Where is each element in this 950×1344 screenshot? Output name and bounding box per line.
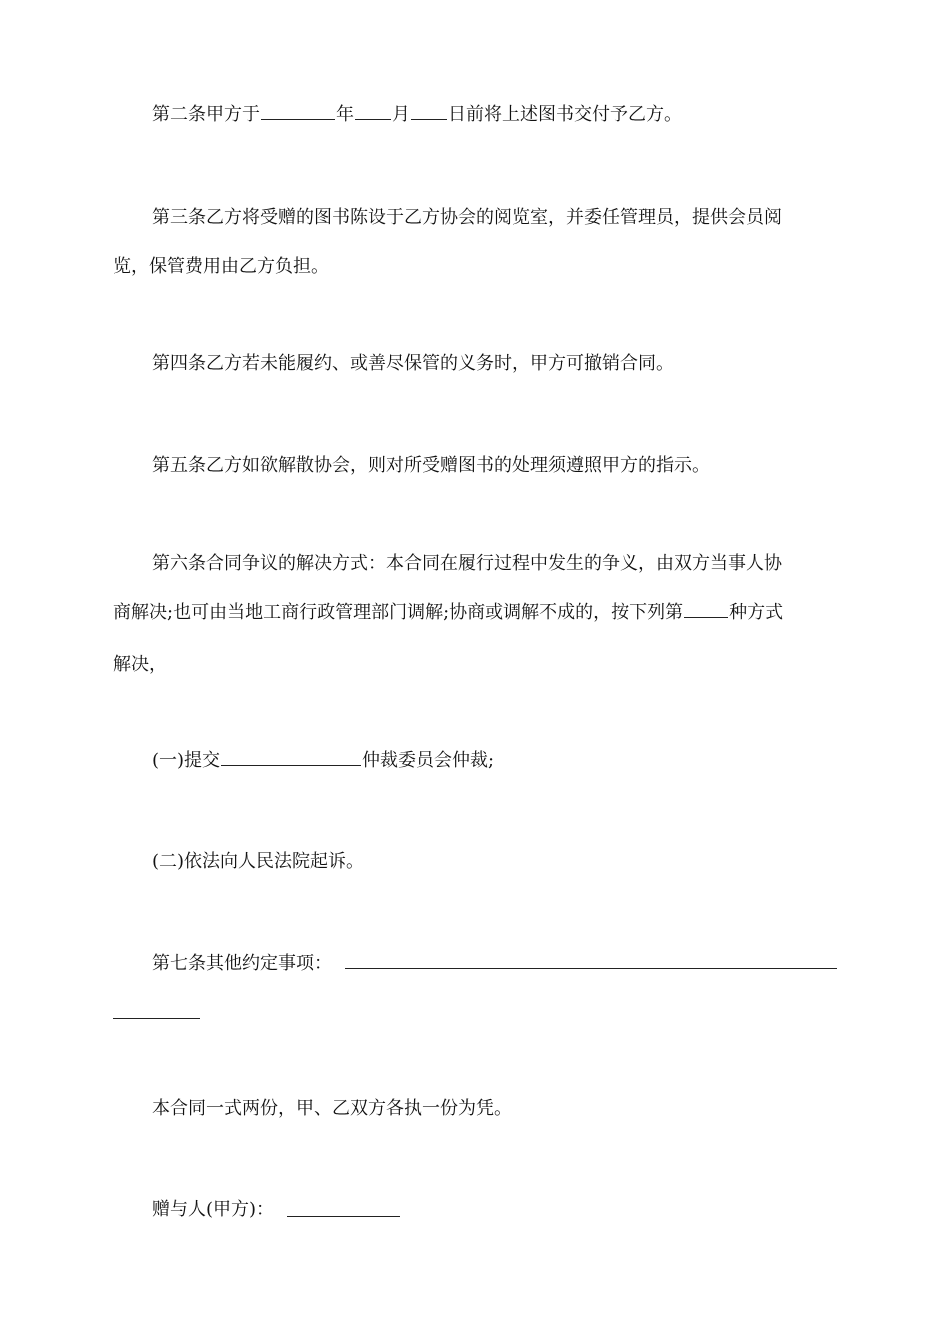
donor-signature-blank: [287, 1216, 400, 1217]
article-7-blank-line-1: [345, 968, 837, 969]
method-number-blank: [684, 601, 728, 618]
day-blank: [411, 103, 447, 120]
article-6-line-2-text-a: 商解决;也可由当地工商行政管理部门调解;协商或调解不成的，按下列第: [113, 602, 684, 623]
arbitration-commission-blank: [221, 749, 361, 766]
option-1-line: [152, 749, 494, 773]
donor-line: [152, 1198, 274, 1222]
article-2-line: [152, 103, 682, 127]
article-2-text-2: 年: [336, 104, 354, 125]
year-blank: [261, 103, 335, 120]
article-6-line-1: 第六条合同争议的解决方式：本合同在履行过程中发生的争义，由双方当事人协: [152, 553, 782, 574]
article-2-text-3: 月: [392, 104, 410, 125]
article-6-line-2: [113, 601, 783, 625]
article-7-line: 第七条其他约定事项：: [152, 953, 332, 974]
month-blank: [355, 103, 391, 120]
article-3-line-1: 第三条乙方将受赠的图书陈设于乙方协会的阅览室，并委任管理员，提供会员阅: [152, 207, 782, 228]
option-1-text-a: (一)提交: [152, 750, 221, 771]
article-3-line-2: 览，保管费用由乙方负担。: [113, 256, 329, 277]
article-2-text-4: 日前将上述图书交付予乙方。: [448, 104, 682, 125]
article-5-line: 第五条乙方如欲解散协会，则对所受赠图书的处理须遵照甲方的指示。: [152, 455, 710, 476]
copies-statement: 本合同一式两份，甲、乙双方各执一份为凭。: [152, 1098, 512, 1119]
article-6-line-3: 解决，: [113, 654, 167, 675]
article-6-line-2-text-b: 种方式: [729, 602, 784, 623]
option-1-text-b: 仲裁委员会仲裁;: [362, 750, 495, 771]
article-2-text-1: 第二条甲方于: [152, 104, 260, 125]
donor-label: 赠与人(甲方)：: [152, 1199, 275, 1220]
article-4-line: 第四条乙方若未能履约、或善尽保管的义务时，甲方可撤销合同。: [152, 353, 674, 374]
option-2-line: (二)依法向人民法院起诉。: [152, 851, 365, 872]
article-7-blank-line-2: [113, 1018, 200, 1019]
